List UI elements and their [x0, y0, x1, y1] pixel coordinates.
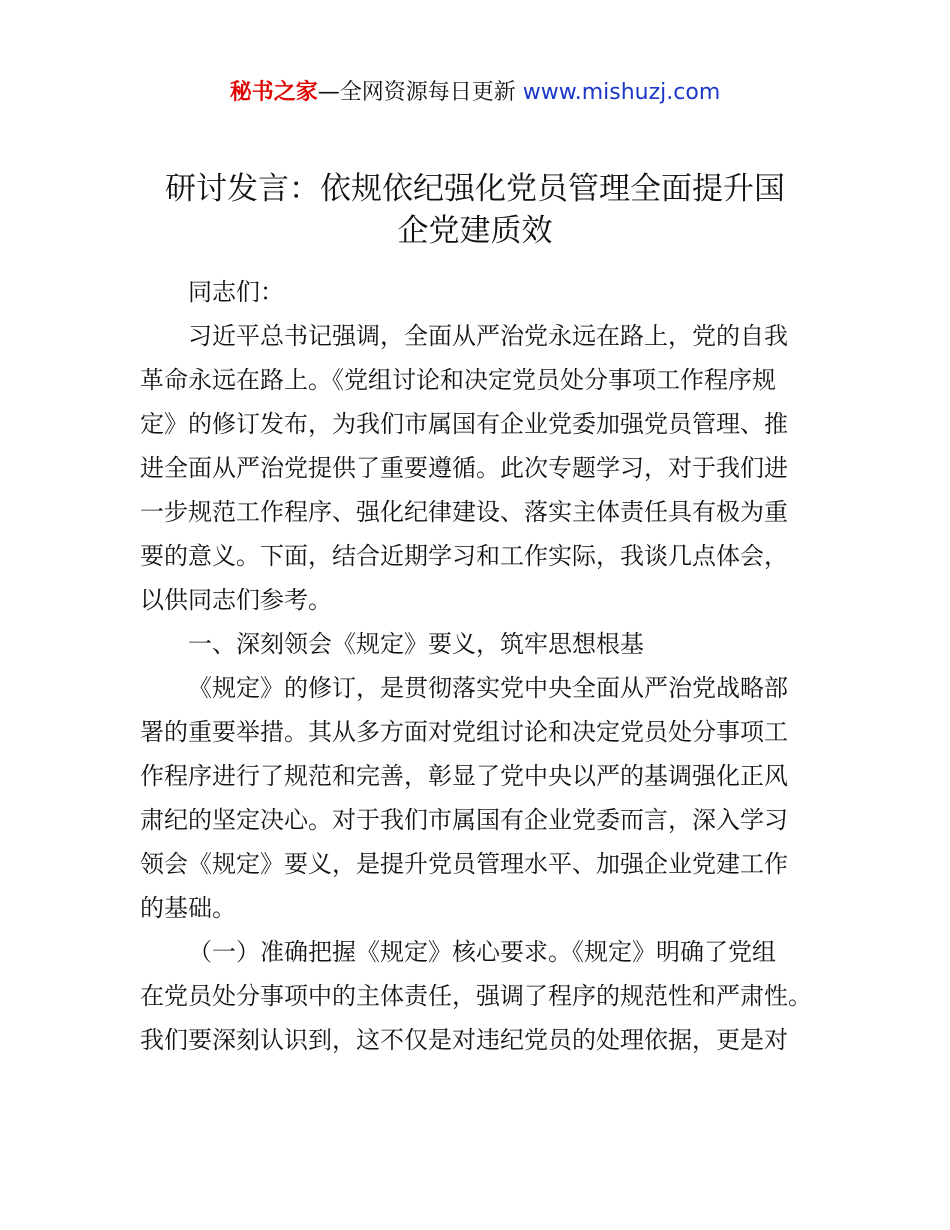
text-line: 习近平总书记强调，全面从严治党永远在路上，党的自我 [188, 322, 788, 350]
site-url-link[interactable]: www.mishuzj.com [522, 80, 721, 105]
section-heading-1 [140, 622, 830, 666]
document-body [140, 270, 830, 1062]
text-line: 定》的修订发布，为我们市属国有企业党委加强党员管理、推 [140, 410, 788, 438]
text-line: 在党员处分事项中的主体责任，强调了程序的规范性和严肃性。 [140, 982, 812, 1010]
text-line: 要的意义。下面，结合近期学习和工作实际，我谈几点体会， [140, 542, 788, 570]
text-line: 同志们： [188, 278, 284, 306]
text-line: 领会《规定》要义，是提升党员管理水平、加强企业党建工作 [140, 850, 788, 878]
salutation-paragraph [140, 270, 830, 314]
intro-paragraph [140, 314, 830, 622]
text-line: 革命永远在路上。《党组讨论和决定党员处分事项工作程序规 [140, 366, 776, 394]
text-line: （一）准确把握《规定》核心要求。《规定》明确了党组 [188, 938, 776, 966]
site-header [0, 78, 950, 108]
text-line: 的基础。 [140, 894, 236, 922]
text-line: 作程序进行了规范和完善，彰显了党中央以严的基调强化正风 [140, 762, 788, 790]
site-tagline: —全网资源每日更新 [317, 80, 523, 105]
heading-line: 一、深刻领会《规定》要义，筑牢思想根基 [188, 630, 644, 658]
title-line-2: 企党建质效 [397, 213, 553, 249]
section-1-paragraph [140, 666, 830, 930]
text-line: 以供同志们参考。 [140, 586, 332, 614]
site-brand: 秘书之家 [229, 80, 318, 105]
text-line: 我们要深刻认识到，这不仅是对违纪党员的处理依据，更是对 [140, 1026, 788, 1054]
text-line: 署的重要举措。其从多方面对党组讨论和决定党员处分事项工 [140, 718, 788, 746]
document-title [100, 168, 850, 252]
text-line: 《规定》的修订，是贯彻落实党中央全面从严治党战略部 [188, 674, 788, 702]
text-line: 一步规范工作程序、强化纪律建设、落实主体责任具有极为重 [140, 498, 788, 526]
subsection-1-paragraph [140, 930, 830, 1062]
text-line: 肃纪的坚定决心。对于我们市属国有企业党委而言，深入学习 [140, 806, 788, 834]
text-line: 进全面从严治党提供了重要遵循。此次专题学习，对于我们进 [140, 454, 788, 482]
title-line-1: 研讨发言：依规依纪强化党员管理全面提升国 [165, 171, 785, 207]
